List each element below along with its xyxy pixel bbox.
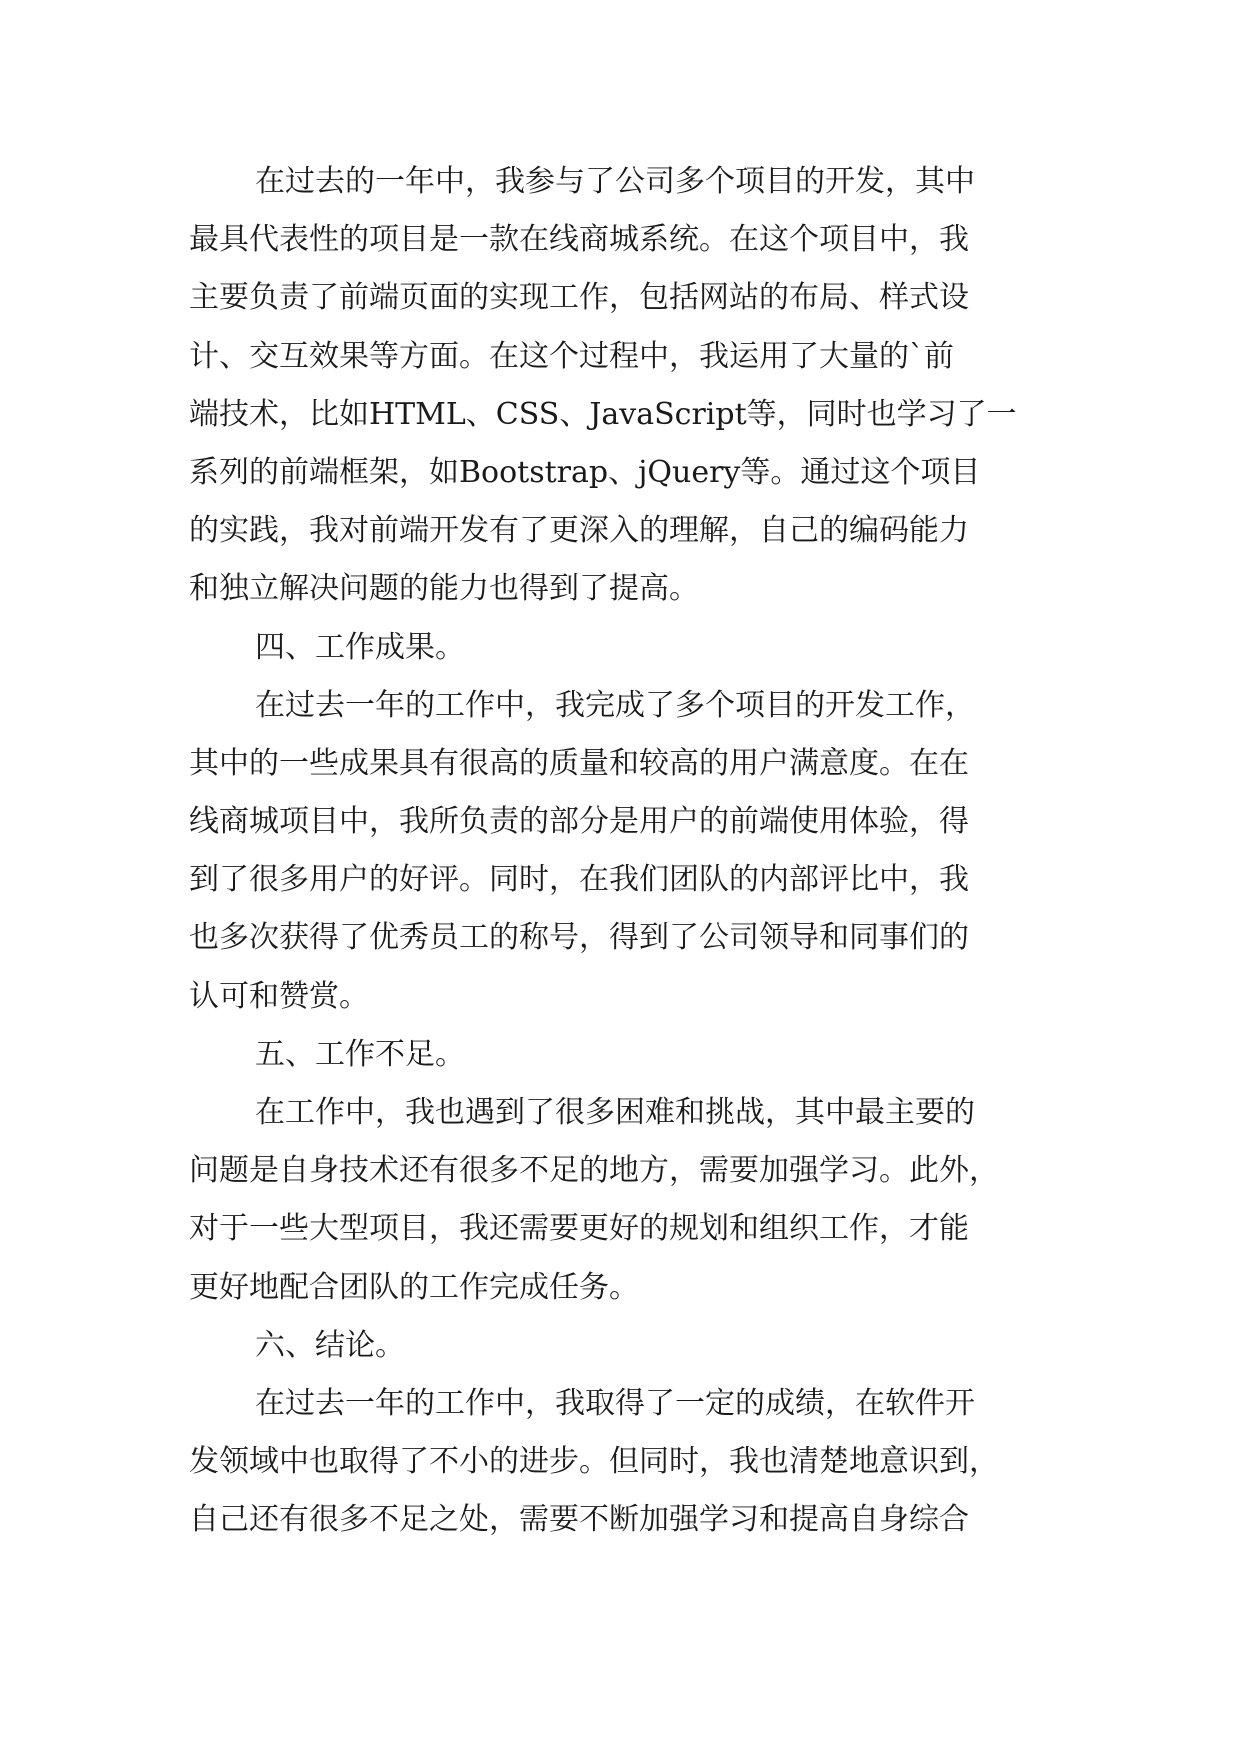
- paragraph-line: 发领域中也取得了不小的进步。但同时，我也清楚地意识到，: [189, 1444, 999, 1480]
- section-heading: 四、工作成果。: [255, 629, 465, 665]
- paragraph-line: 最具代表性的项目是一款在线商城系统。在这个项目中，我: [189, 222, 969, 258]
- paragraph-line: 问题是自身技术还有很多不足的地方，需要加强学习。此外，: [189, 1153, 999, 1189]
- paragraph-line: 端技术，比如HTML、CSS、JavaScript等，同时也学习了一: [189, 396, 1017, 432]
- paragraph-line: 到了很多用户的好评。同时，在我们团队的内部评比中，我: [189, 862, 969, 898]
- section-heading: 五、工作不足。: [255, 1036, 465, 1072]
- paragraph-line: 在工作中，我也遇到了很多困难和挑战，其中最主要的: [255, 1095, 975, 1130]
- paragraph-line: 计、交互效果等方面。在这个过程中，我运用了大量的`前: [189, 338, 954, 374]
- paragraph-line: 在过去的一年中，我参与了公司多个项目的开发，其中: [255, 164, 975, 199]
- paragraph-line: 的实践，我对前端开发有了更深入的理解，自己的编码能力: [189, 513, 969, 549]
- document-body: [189, 153, 1049, 1550]
- paragraph-line: 也多次获得了优秀员工的称号，得到了公司领导和同事们的: [189, 920, 969, 956]
- paragraph-line: 对于一些大型项目，我还需要更好的规划和组织工作，才能: [189, 1211, 969, 1247]
- paragraph-line: 更好地配合团队的工作完成任务。: [189, 1269, 639, 1305]
- paragraph-line: 自己还有很多不足之处，需要不断加强学习和提高自身综合: [189, 1502, 969, 1538]
- paragraph-line: 在过去一年的工作中，我取得了一定的成绩，在软件开: [255, 1385, 975, 1421]
- paragraph-line: 系列的前端框架，如Bootstrap、jQuery等。通过这个项目: [189, 454, 981, 490]
- paragraph-line: 线商城项目中，我所负责的部分是用户的前端使用体验，得: [189, 804, 969, 840]
- section-heading: 六、结论。: [255, 1327, 405, 1363]
- paragraph-line: 和独立解决问题的能力也得到了提高。: [189, 571, 699, 607]
- paragraph-line: 主要负责了前端页面的实现工作，包括网站的布局、样式设: [189, 280, 969, 316]
- paragraph-line: 认可和赞赏。: [189, 978, 369, 1014]
- paragraph-line: 其中的一些成果具有很高的质量和较高的用户满意度。在在: [189, 745, 969, 781]
- paragraph-line: 在过去一年的工作中，我完成了多个项目的开发工作，: [255, 687, 975, 723]
